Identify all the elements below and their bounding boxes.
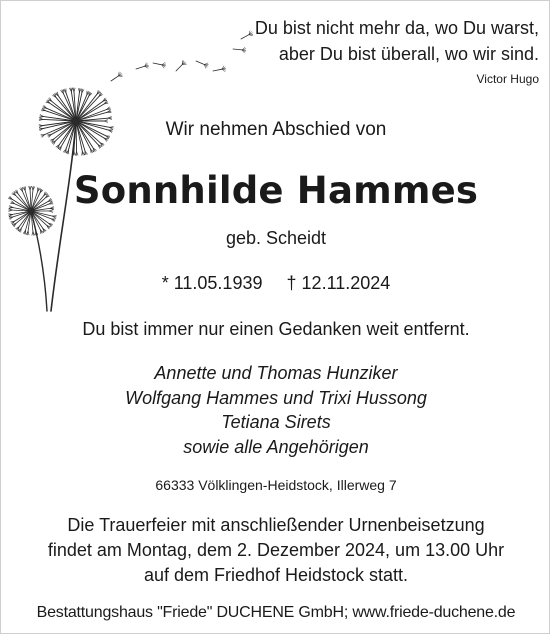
born-symbol: * [161, 273, 169, 293]
mourner-line: Tetiana Sirets [221, 412, 331, 432]
mourner-line: Annette und Thomas Hunziker [154, 363, 398, 383]
ceremony-info [1, 513, 550, 588]
mourner-line: Wolfgang Hammes und Trixi Hussong [125, 387, 427, 408]
quote-line-2: aber Du bist überall, wo wir sind. [278, 44, 539, 64]
died-date: 12.11.2024 [301, 273, 391, 293]
address: 66333 Völklingen-Heidstock, Illerweg 7 [155, 477, 397, 493]
ceremony-line: auf dem Friedhof Heidstock statt. [143, 565, 409, 585]
deceased-name: Sonnhilde Hammes [73, 169, 479, 212]
quote-line-1: Du bist nicht mehr da, wo Du warst, [254, 18, 539, 38]
ceremony-line: Die Trauerfeier mit anschließender Urnenbeisetzung [67, 515, 485, 535]
mourner-line: sowie alle Angehörigen [183, 436, 369, 457]
intro-text: Wir nehmen Abschied von [165, 119, 387, 140]
died-symbol: † [286, 273, 297, 293]
life-dates [61, 273, 491, 294]
memorial-sentence: Du bist immer nur einen Gedanken weit entfernt. [82, 319, 470, 339]
quote-author: Victor Hugo [476, 72, 539, 86]
funeral-home-footer: Bestattungshaus "Friede" DUCHENE GmbH; www.friede-duchene.de [36, 604, 516, 621]
mourners-list [61, 361, 491, 459]
ceremony-line: findet am Montag, dem 2. Dezember 2024, um 13.00 Uhr [47, 540, 505, 560]
born-date: 11.05.1939 [173, 273, 263, 293]
maiden-name: geb. Scheidt [225, 228, 327, 248]
